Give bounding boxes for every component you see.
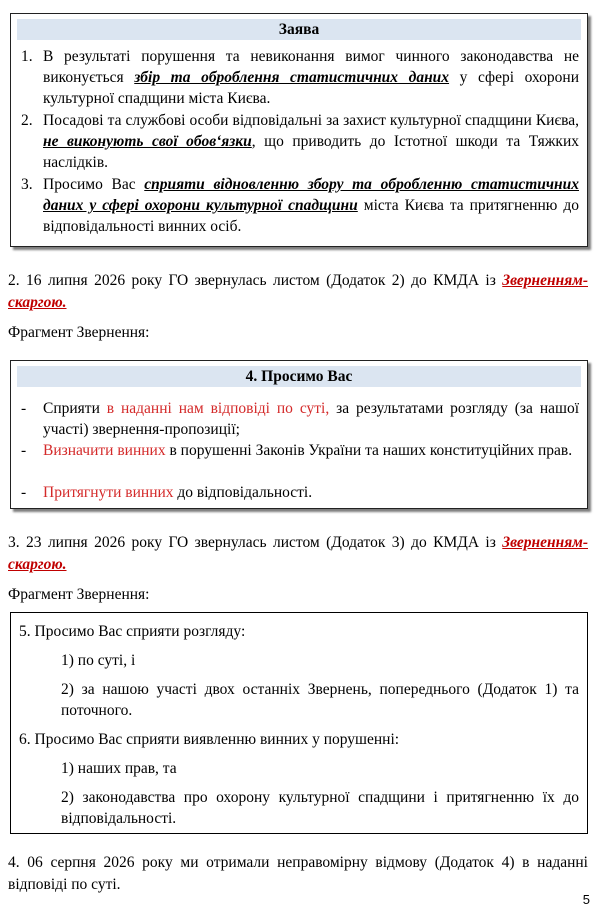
paragraph-3: 3. 23 липня 2026 року ГО звернулась листом (Додаток 3) до КМДА із Зверненням-скаргою. bbox=[8, 534, 588, 573]
request-title: 4. Просимо Вас bbox=[17, 366, 581, 387]
dash-bullet: - bbox=[21, 400, 27, 417]
request-line-5: 5. Просимо Вас сприяти розгляду: bbox=[19, 623, 246, 640]
paragraph-2: 2. 16 липня 2026 року ГО звернулась листом (Додаток 2) до КМДА із Зверненням-скаргою. bbox=[8, 272, 588, 311]
emphasis-text: сприяти відновленню збору та обробленню статистичних даних у сфері охорони культурної спадщини bbox=[43, 176, 579, 214]
fragment-label-1: Фрагмент Звернення: bbox=[8, 324, 150, 341]
item-number: 2. bbox=[21, 112, 33, 129]
statement-item-2: 2. Посадові та службові особи відповідальні за захист культурної спадщини Києва, не виконують свої обов‘язки, що приводить до Істотної шкоди та Тяжких наслідків. bbox=[21, 112, 579, 171]
request-item-3: - Притягнути винних до відповідальності. bbox=[21, 484, 313, 501]
emphasis-text: не виконують свої обов‘язки bbox=[43, 133, 252, 150]
request-line-6-2: 2) законодавства про охорону культурної спадщини і притягненню їх до відповідальності. bbox=[61, 789, 579, 827]
emphasis-text: збір та оброблення статистичних даних bbox=[134, 69, 450, 86]
statement-box bbox=[10, 13, 588, 247]
dash-bullet: - bbox=[21, 484, 27, 501]
request-line-5-1: 1) по суті, і bbox=[61, 652, 136, 669]
statement-title: Заява bbox=[17, 19, 581, 40]
request-line-6: 6. Просимо Вас сприяти виявленню винних у порушенні: bbox=[19, 731, 400, 748]
request-item-1: - Сприяти в наданні нам відповіді по суті, за результатами розгляду (за нашої участі) звернення-пропозиції; bbox=[21, 400, 579, 438]
item-number: 1. bbox=[21, 48, 33, 65]
page-number: 5 bbox=[582, 892, 590, 907]
statement-item-1: 1. В результаті порушення та невиконання вимог чинного законодавства не виконується збір та оброблення статистичних даних у сфері охорони культурної спадщини міста Києва. bbox=[21, 48, 579, 107]
request-line-5-2: 2) за нашою участі двох останніх Звернень, попереднього (Додаток 1) та поточного. bbox=[61, 681, 579, 719]
request-box bbox=[10, 360, 588, 509]
fragment-label-2: Фрагмент Звернення: bbox=[8, 586, 150, 603]
complaint-link: Зверненням-скаргою. bbox=[8, 272, 588, 311]
item-number: 3. bbox=[21, 176, 33, 193]
statement-item-3: 3. Просимо Вас сприяти відновленню збору та обробленню статистичних даних у сфері охорони культурної спадщини міста Києва та притягненню до відповідальності винних осіб. bbox=[21, 176, 579, 235]
dash-bullet: - bbox=[21, 442, 27, 459]
complaint-link: Зверненням-скаргою. bbox=[8, 534, 588, 573]
request-item-2: - Визначити винних в порушенні Законів України та наших конституційних прав. bbox=[21, 442, 573, 459]
appeal-fragment-box bbox=[10, 612, 588, 834]
paragraph-4: 4. 06 серпня 2026 року ми отримали неправомірну відмову (Додаток 4) в наданні відповіді по суті. bbox=[8, 854, 588, 893]
request-line-6-1: 1) наших прав, та bbox=[61, 760, 177, 777]
